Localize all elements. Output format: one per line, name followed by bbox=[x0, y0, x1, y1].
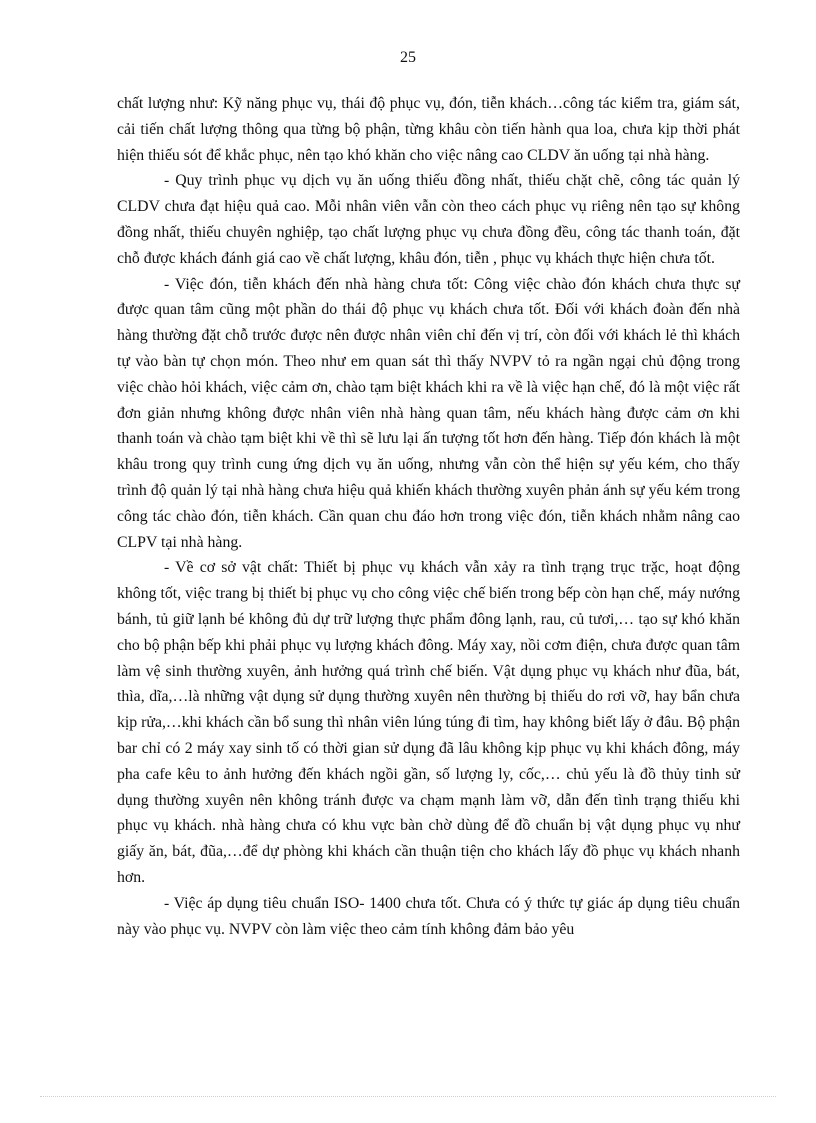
paragraph-continuation: chất lượng như: Kỹ năng phục vụ, thái độ phục vụ, đón, tiễn khách…công tác kiểm tra, giám sát, cải tiến chất lượng thông qua từng bộ phận, từng khâu còn tiến hành qua loa, chưa kịp thời phát hiện thiếu sót để khắc phục, nên tạo khó khăn cho việc nâng cao CLDV ăn uống tại nhà hàng. bbox=[117, 95, 740, 164]
paragraph-facilities: - Về cơ sở vật chất: Thiết bị phục vụ khách vẫn xảy ra tình trạng trục trặc, hoạt động không tốt, việc trang bị thiết bị phục vụ cho công việc chế biến trong bếp còn hạn chế, máy nướng bánh, tủ giữ lạnh bé không đủ dự trữ lượng thực phẩm đông lạnh, rau, củ tươi,… tạo sự khó khăn cho bộ phận bếp khi phải phục vụ lượng khách đông. Máy xay, nồi cơm điện, chưa được quan tâm làm vệ sinh thường xuyên, ảnh hưởng quá trình chế biến. Vật dụng phục vụ khách như đũa, bát, thìa, dĩa,…là những vật dụng sử dụng thường xuyên nên thường bị thiếu do rơi vỡ, hay bẩn chưa kịp rửa,…khi khách cần bổ sung thì nhân viên lúng túng đi tìm, hay không biết lấy ở đâu. Bộ phận bar chỉ có 2 máy xay sinh tố có thời gian sử dụng đã lâu không kịp phục vụ khi khách đông, máy pha cafe kêu to ảnh hưởng đến khách ngồi gần, số lượng ly, cốc,… chủ yếu là đồ thủy tinh sử dụng thường xuyên nên không tránh được va chạm mạnh làm vỡ, dẫn đến tình trạng thiếu khi phục vụ khách. nhà hàng chưa có khu vực bàn chờ dùng để đồ chuẩn bị vật dụng phục vụ như giấy ăn, bát, đũa,…để dự phòng khi khách cần thuận tiện cho khách lấy đồ phục vụ khách nhanh hơn. bbox=[117, 559, 740, 886]
page-number: 25 bbox=[400, 49, 416, 66]
document-body bbox=[117, 91, 740, 942]
footer-divider bbox=[40, 1096, 776, 1097]
paragraph-iso-standard: - Việc áp dụng tiêu chuẩn ISO- 1400 chưa tốt. Chưa có ý thức tự giác áp dụng tiêu chuẩn này vào phục vụ. NVPV còn làm việc theo cảm tính không đảm bảo yêu bbox=[117, 894, 740, 938]
paragraph-greeting-guests: - Việc đón, tiễn khách đến nhà hàng chưa tốt: Công việc chào đón khách chưa thực sự được quan tâm cũng một phần do thái độ phục vụ khách chưa tốt. Đối với khách đoàn đến nhà hàng thường đặt chỗ trước được nên được nhân viên chỉ đến vị trí, còn đối với khách lẻ thì khách tự vào bàn tự chọn món. Theo như em quan sát thì thấy NVPV tỏ ra ngần ngại chủ động trong việc chào hỏi khách, việc cảm ơn, chào tạm biệt khách khi ra về là việc hạn chế, đó là một việc rất đơn giản nhưng không được nhân viên nhà hàng quan tâm, nếu khách hàng được cảm ơn khi thanh toán và chào tạm biệt khi về thì sẽ lưu lại ấn tượng tốt hơn đến hàng. Tiếp đón khách là một khâu trong quy trình cung ứng dịch vụ ăn uống, nhưng vẫn còn thể hiện sự yếu kém, cho thấy trình độ quản lý tại nhà hàng chưa hiệu quả khiến khách thường xuyên phản ánh sự yếu kém trong công tác chào đón, tiễn khách. Cần quan chu đáo hơn trong việc đón, tiễn khách nhằm nâng cao CLPV tại nhà hàng. bbox=[117, 275, 740, 551]
paragraph-service-process: - Quy trình phục vụ dịch vụ ăn uống thiếu đồng nhất, thiếu chặt chẽ, công tác quản lý CLDV chưa đạt hiệu quả cao. Mỗi nhân viên vẫn còn theo cách phục vụ riêng nên tạo sự không đồng nhất, thiếu chuyên nghiệp, tạo chất lượng phục vụ chưa đồng đều, công tác thanh toán, đặt chỗ được khách đánh giá cao về chất lượng, khâu đón, tiễn , phục vụ khách thực hiện chưa tốt. bbox=[117, 172, 740, 267]
